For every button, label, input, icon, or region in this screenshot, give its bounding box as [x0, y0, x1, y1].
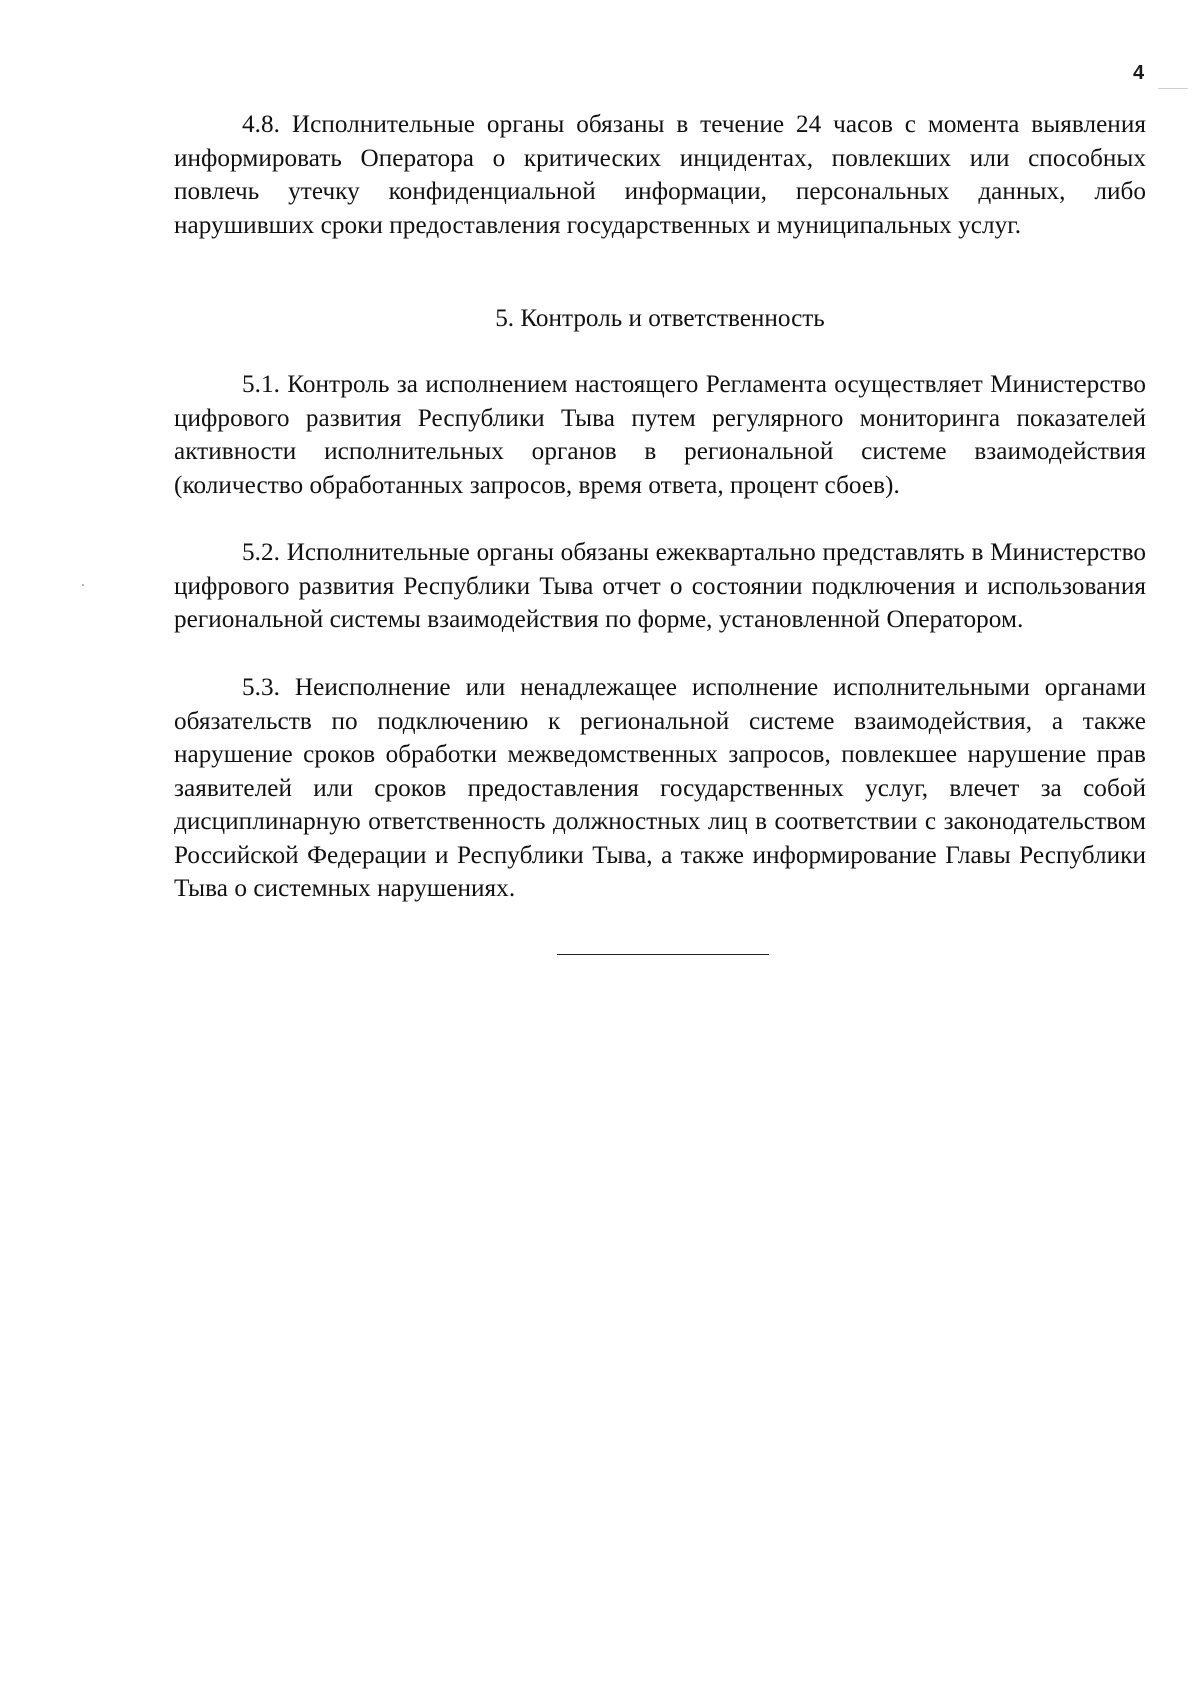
closing-rule [557, 954, 769, 955]
paragraph-5-1-text: 5.1. Контроль за исполнением настоящего Регламента осуществляет Министерство цифрового развития Республики Тыва путем регулярного мониторинга показателей активности исполнительных органов в региональной системе взаимодействия (количество обработанных запросов, время ответа, процент сбоев). [174, 371, 1146, 499]
page-number: 4 [1133, 62, 1145, 84]
paragraph-4-8 [174, 108, 1146, 242]
section-heading-5: 5. Контроль и ответственность [495, 305, 825, 332]
paragraph-5-1 [174, 368, 1146, 502]
paragraph-5-2 [174, 536, 1146, 637]
scan-speck [82, 584, 84, 586]
paragraph-5-2-text: 5.2. Исполнительные органы обязаны ежеквартально представлять в Министерство цифрового развития Республики Тыва отчет о состоянии подключения и использования региональной системы взаимодействия по форме, установленной Оператором. [174, 539, 1146, 633]
scan-speck [1158, 88, 1188, 89]
paragraph-5-3-text: 5.3. Неисполнение или ненадлежащее исполнение исполнительными органами обязательств по подключению к региональной системе взаимодействия, а также нарушение сроков обработки межведомственных запросов, повлекшее нарушение прав заявителей или сроков предоставления государственных услуг, влечет за собой дисциплинарную ответственность должностных лиц в соответствии с законодательством Российской Федерации и Республики Тыва, а также информирование Главы Республики Тыва о системных нарушениях. [174, 674, 1146, 902]
paragraph-4-8-text: 4.8. Исполнительные органы обязаны в течение 24 часов с момента выявления информировать Оператора о критических инцидентах, повлекших или способных повлечь утечку конфиденциальной информации, персональных данных, либо нарушивших сроки предоставления государственных и муниципальных услуг. [174, 111, 1146, 239]
paragraph-5-3 [174, 671, 1146, 906]
